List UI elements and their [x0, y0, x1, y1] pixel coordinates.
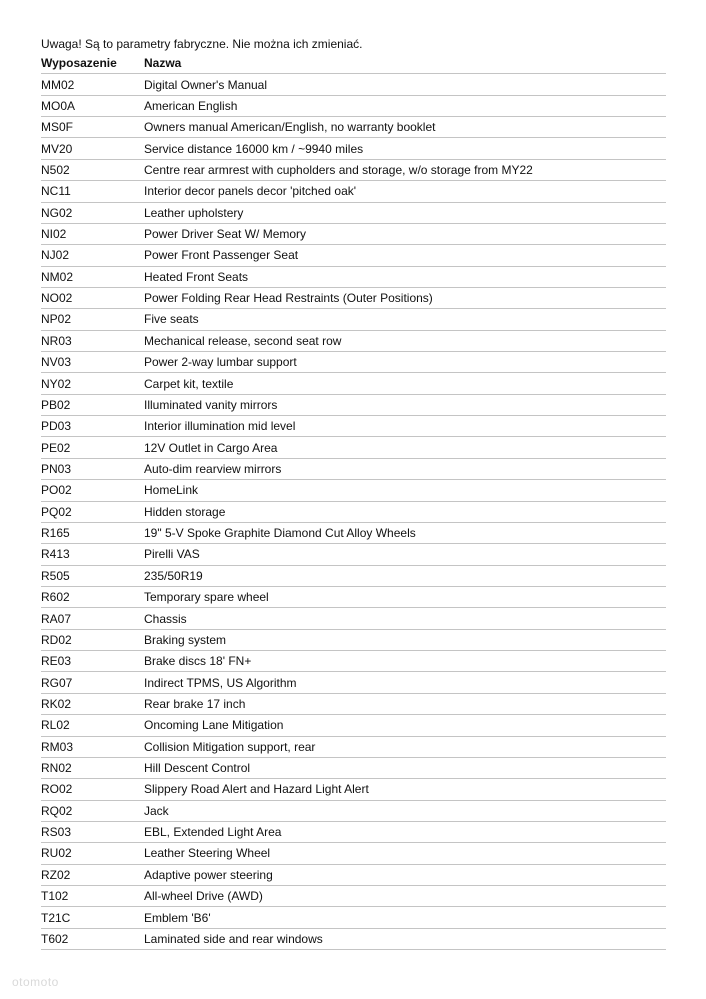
table-row: [41, 501, 666, 522]
table-row: [41, 629, 666, 650]
equipment-code: RK02: [41, 693, 144, 714]
equipment-code: MO0A: [41, 95, 144, 116]
table-row: [41, 394, 666, 415]
equipment-rows: [41, 74, 666, 950]
equipment-name: Power Folding Rear Head Restraints (Outer Positions): [144, 287, 666, 308]
equipment-code: R505: [41, 565, 144, 586]
equipment-code: MV20: [41, 138, 144, 159]
table-row: [41, 907, 666, 928]
equipment-name: Mechanical release, second seat row: [144, 330, 666, 351]
equipment-name: Oncoming Lane Mitigation: [144, 715, 666, 736]
table-row: [41, 544, 666, 565]
table-row: [41, 352, 666, 373]
equipment-name: Carpet kit, textile: [144, 373, 666, 394]
table-row: [41, 74, 666, 95]
equipment-code: NY02: [41, 373, 144, 394]
table-row: [41, 800, 666, 821]
equipment-name: Slippery Road Alert and Hazard Light Alert: [144, 779, 666, 800]
table-row: [41, 821, 666, 842]
equipment-code: RZ02: [41, 864, 144, 885]
equipment-code: RU02: [41, 843, 144, 864]
equipment-code: RD02: [41, 629, 144, 650]
table-row: [41, 565, 666, 586]
equipment-code: NV03: [41, 352, 144, 373]
equipment-code: R413: [41, 544, 144, 565]
equipment-code: RE03: [41, 651, 144, 672]
equipment-code: NG02: [41, 202, 144, 223]
equipment-name: Owners manual American/English, no warranty booklet: [144, 117, 666, 138]
equipment-name: Power Front Passenger Seat: [144, 245, 666, 266]
equipment-code: NP02: [41, 309, 144, 330]
equipment-name: Interior illumination mid level: [144, 416, 666, 437]
table-row: [41, 779, 666, 800]
equipment-code: RA07: [41, 608, 144, 629]
column-header-name: Nazwa: [144, 53, 666, 74]
table-row: [41, 480, 666, 501]
table-row: [41, 138, 666, 159]
equipment-code: PQ02: [41, 501, 144, 522]
equipment-code: RQ02: [41, 800, 144, 821]
table-row: [41, 245, 666, 266]
equipment-name: Leather upholstery: [144, 202, 666, 223]
equipment-name: Five seats: [144, 309, 666, 330]
equipment-name: Digital Owner's Manual: [144, 74, 666, 95]
equipment-name: Centre rear armrest with cupholders and storage, w/o storage from MY22: [144, 159, 666, 180]
equipment-name: Interior decor panels decor 'pitched oak': [144, 181, 666, 202]
equipment-code: MS0F: [41, 117, 144, 138]
table-row: [41, 843, 666, 864]
equipment-name: 235/50R19: [144, 565, 666, 586]
equipment-name: Service distance 16000 km / ~9940 miles: [144, 138, 666, 159]
notice-text: Uwaga! Są to parametry fabryczne. Nie można ich zmieniać.: [41, 37, 363, 51]
equipment-name: Collision Mitigation support, rear: [144, 736, 666, 757]
equipment-code: NI02: [41, 223, 144, 244]
equipment-name: Hill Descent Control: [144, 757, 666, 778]
table-row: [41, 95, 666, 116]
equipment-code: MM02: [41, 74, 144, 95]
table-row: [41, 266, 666, 287]
equipment-name: Brake discs 18' FN+: [144, 651, 666, 672]
equipment-name: Leather Steering Wheel: [144, 843, 666, 864]
equipment-name: Jack: [144, 800, 666, 821]
equipment-code: T21C: [41, 907, 144, 928]
table-row: [41, 330, 666, 351]
table-row: [41, 159, 666, 180]
equipment-name: Power 2-way lumbar support: [144, 352, 666, 373]
equipment-name: 12V Outlet in Cargo Area: [144, 437, 666, 458]
equipment-code: NO02: [41, 287, 144, 308]
equipment-code: T602: [41, 928, 144, 949]
equipment-name: Illuminated vanity mirrors: [144, 394, 666, 415]
table-row: [41, 437, 666, 458]
column-header-code: Wyposazenie: [41, 53, 144, 74]
equipment-code: NJ02: [41, 245, 144, 266]
equipment-name: 19" 5-V Spoke Graphite Diamond Cut Alloy Wheels: [144, 522, 666, 543]
equipment-code: T102: [41, 886, 144, 907]
equipment-name: Rear brake 17 inch: [144, 693, 666, 714]
table-row: [41, 416, 666, 437]
equipment-name: Chassis: [144, 608, 666, 629]
equipment-name: Temporary spare wheel: [144, 586, 666, 607]
table-row: [41, 202, 666, 223]
equipment-name: Emblem 'B6': [144, 907, 666, 928]
equipment-name: Auto-dim rearview mirrors: [144, 458, 666, 479]
equipment-code: RS03: [41, 821, 144, 842]
equipment-code: RL02: [41, 715, 144, 736]
table-row: [41, 715, 666, 736]
equipment-code: PN03: [41, 458, 144, 479]
equipment-name: All-wheel Drive (AWD): [144, 886, 666, 907]
equipment-code: RN02: [41, 757, 144, 778]
table-row: [41, 672, 666, 693]
table-row: [41, 586, 666, 607]
equipment-table: [41, 53, 666, 950]
table-row: [41, 522, 666, 543]
equipment-name: Pirelli VAS: [144, 544, 666, 565]
equipment-name: Power Driver Seat W/ Memory: [144, 223, 666, 244]
table-row: [41, 117, 666, 138]
equipment-name: Indirect TPMS, US Algorithm: [144, 672, 666, 693]
equipment-name: EBL, Extended Light Area: [144, 821, 666, 842]
table-row: [41, 864, 666, 885]
equipment-code: PD03: [41, 416, 144, 437]
table-row: [41, 928, 666, 949]
table-row: [41, 651, 666, 672]
equipment-code: NC11: [41, 181, 144, 202]
equipment-code: PO02: [41, 480, 144, 501]
equipment-code: NM02: [41, 266, 144, 287]
table-row: [41, 608, 666, 629]
equipment-name: HomeLink: [144, 480, 666, 501]
equipment-name: Adaptive power steering: [144, 864, 666, 885]
table-header-row: [41, 53, 666, 74]
table-row: [41, 458, 666, 479]
equipment-name: Heated Front Seats: [144, 266, 666, 287]
table-row: [41, 287, 666, 308]
equipment-code: PE02: [41, 437, 144, 458]
watermark: otomoto: [12, 975, 59, 989]
equipment-name: Braking system: [144, 629, 666, 650]
equipment-code: N502: [41, 159, 144, 180]
table-row: [41, 373, 666, 394]
table-row: [41, 736, 666, 757]
table-row: [41, 181, 666, 202]
equipment-code: RG07: [41, 672, 144, 693]
equipment-code: NR03: [41, 330, 144, 351]
table-row: [41, 223, 666, 244]
table-row: [41, 693, 666, 714]
equipment-name: Laminated side and rear windows: [144, 928, 666, 949]
equipment-code: RO02: [41, 779, 144, 800]
table-row: [41, 309, 666, 330]
table-row: [41, 757, 666, 778]
equipment-code: RM03: [41, 736, 144, 757]
equipment-name: American English: [144, 95, 666, 116]
equipment-code: R602: [41, 586, 144, 607]
equipment-code: PB02: [41, 394, 144, 415]
equipment-code: R165: [41, 522, 144, 543]
equipment-name: Hidden storage: [144, 501, 666, 522]
table-row: [41, 886, 666, 907]
